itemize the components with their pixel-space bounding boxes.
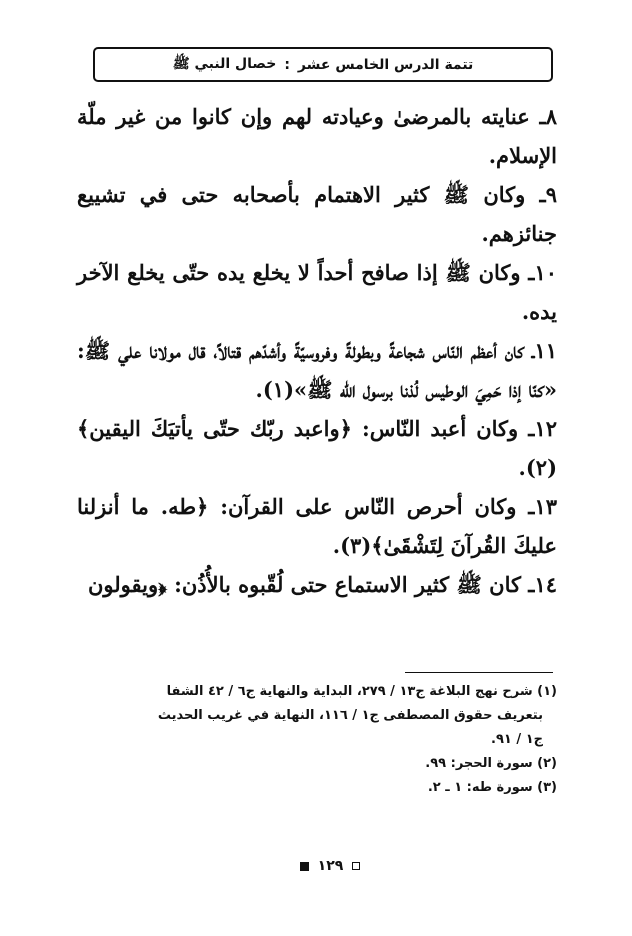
paragraph-8: ٨ـ عنايته بالمرضىٰ وعيادته لهم وإن كانوا من غير ملّة الإسلام. [77,104,557,168]
paragraph-12: ١٢ـ وكان أعبد النّاس: ﴿واعبد ربّك حتّى يأتيَكَ اليقين﴾(٢). [77,416,557,480]
paragraph-13: ١٣ـ وكان أحرص النّاس على القرآن: ﴿طه. ما أنزلنا عليكَ القُرآنَ لِتَشْقَىٰ﴾(٣). [77,494,557,558]
header-topic: خصال النبي ﷺ [172,55,277,72]
footnote-1-continued: بتعريف حقوق المصطفى ج١ / ١١٦، النهاية في غريب الحديث [157,708,543,723]
running-header [93,47,553,82]
footnotes [72,680,557,800]
page-footer [290,858,370,874]
footnote-1: (١) شرح نهج البلاغة ج١٣ / ٢٧٩، البداية والنهاية ج٦ / ٤٢ الشفا [166,684,557,699]
footnote-2: (٢) سورة الحجر: ٩٩. [425,756,557,771]
header-separator: : [284,56,290,73]
footnote-3: (٣) سورة طه: ١ ـ ٢. [427,780,557,795]
paragraph-9: ٩ـ وكان ﷺ كثير الاهتمام بأصحابه حتى في تشييع جنائزهم. [77,182,557,246]
page-number: ١٢٩ [317,858,344,874]
paragraph-10: ١٠ـ وكان ﷺ إذا صافح أحداً لا يخلع يده حتّى يخلع الآخر يده. [77,260,557,324]
empty-square-icon [352,862,360,870]
paragraph-14: ١٤ـ كان ﷺ كثير الاستماع حتى لُقّبوه بالأُذُن: ﴿ويقولون [88,572,557,597]
paragraph-11: ١١ـ كان أعظم النّاس شجاعةً وبطولةً وفروسيّةً وأشدّهم قتالاً، قال مولانا علي ﷺ: «كنّا إذا حَمِيَ الوطيس لُذنا برسول الله ﷺ»(١). [77,338,557,402]
footnote-1-continued: ج١ / ٩١. [491,732,543,747]
footnote-divider [405,672,553,673]
header-lesson: تتمة الدرس الخامس عشر [297,56,474,73]
filled-square-icon [300,862,309,871]
main-text [77,97,557,604]
